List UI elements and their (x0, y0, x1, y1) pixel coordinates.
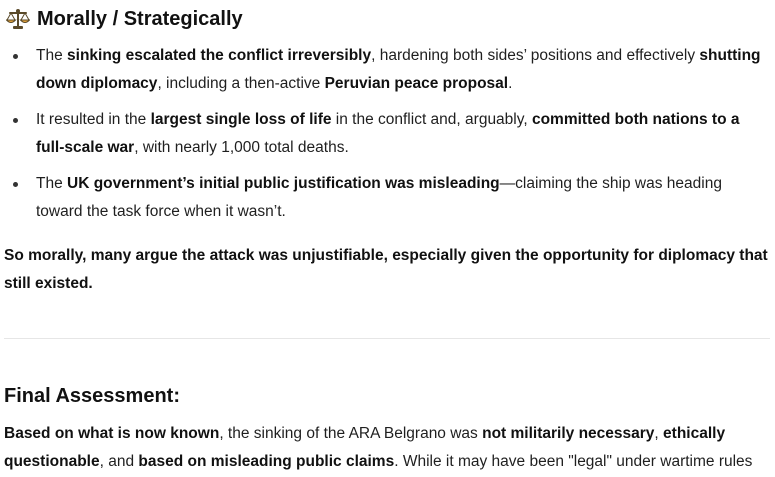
text-run: The (36, 175, 68, 192)
bold-text: not militarily necessary (482, 425, 655, 442)
text-run: It resulted in the (36, 111, 151, 128)
text-run: , the sinking of the ARA Belgrano was (219, 425, 483, 442)
balance-scale-icon (6, 8, 30, 30)
section-heading-text: Morally / Strategically (37, 7, 243, 30)
divider (4, 338, 770, 339)
bold-text: UK government’s initial public justification was misleading (67, 175, 500, 192)
bold-text: largest single loss of life (150, 111, 332, 128)
bold-text: shutting down diplomacy (36, 47, 761, 92)
text-run: , hardening both sides’ positions and effectively (371, 47, 700, 64)
text-run: . (508, 75, 513, 92)
bullet-item (0, 106, 775, 162)
text-run: in the conflict and, arguably, (331, 111, 532, 128)
bold-text: Peruvian peace proposal (324, 75, 509, 92)
summary-paragraph: So morally, many argue the attack was unjustifiable, especially given the opportunity for diplomacy that still existed. (4, 247, 768, 292)
bold-text: based on misleading public claims (138, 453, 395, 470)
text-run: The (36, 47, 68, 64)
bullet-item (0, 42, 775, 98)
text-run: . While it may have been "legal" under wartime rules (394, 453, 753, 470)
bold-text: sinking escalated the conflict irreversibly (67, 47, 372, 64)
text-run: , and (99, 453, 139, 470)
bold-text: committed both nations to a full-scale war (36, 111, 740, 156)
text-run: , (654, 425, 664, 442)
text-run: , with nearly 1,000 total deaths. (134, 139, 349, 156)
bold-text: ethically questionable (4, 425, 726, 470)
text-run: , including a then-active (157, 75, 325, 92)
section-heading-morally (6, 5, 243, 33)
final-assessment-paragraph (4, 420, 774, 476)
final-assessment-heading: Final Assessment: (4, 385, 180, 407)
bullet-list (0, 42, 775, 234)
bold-text: Based on what is now known (4, 425, 220, 442)
bullet-item (0, 170, 775, 226)
text-run: —claiming the ship was heading toward the task force when it wasn’t. (36, 175, 722, 220)
